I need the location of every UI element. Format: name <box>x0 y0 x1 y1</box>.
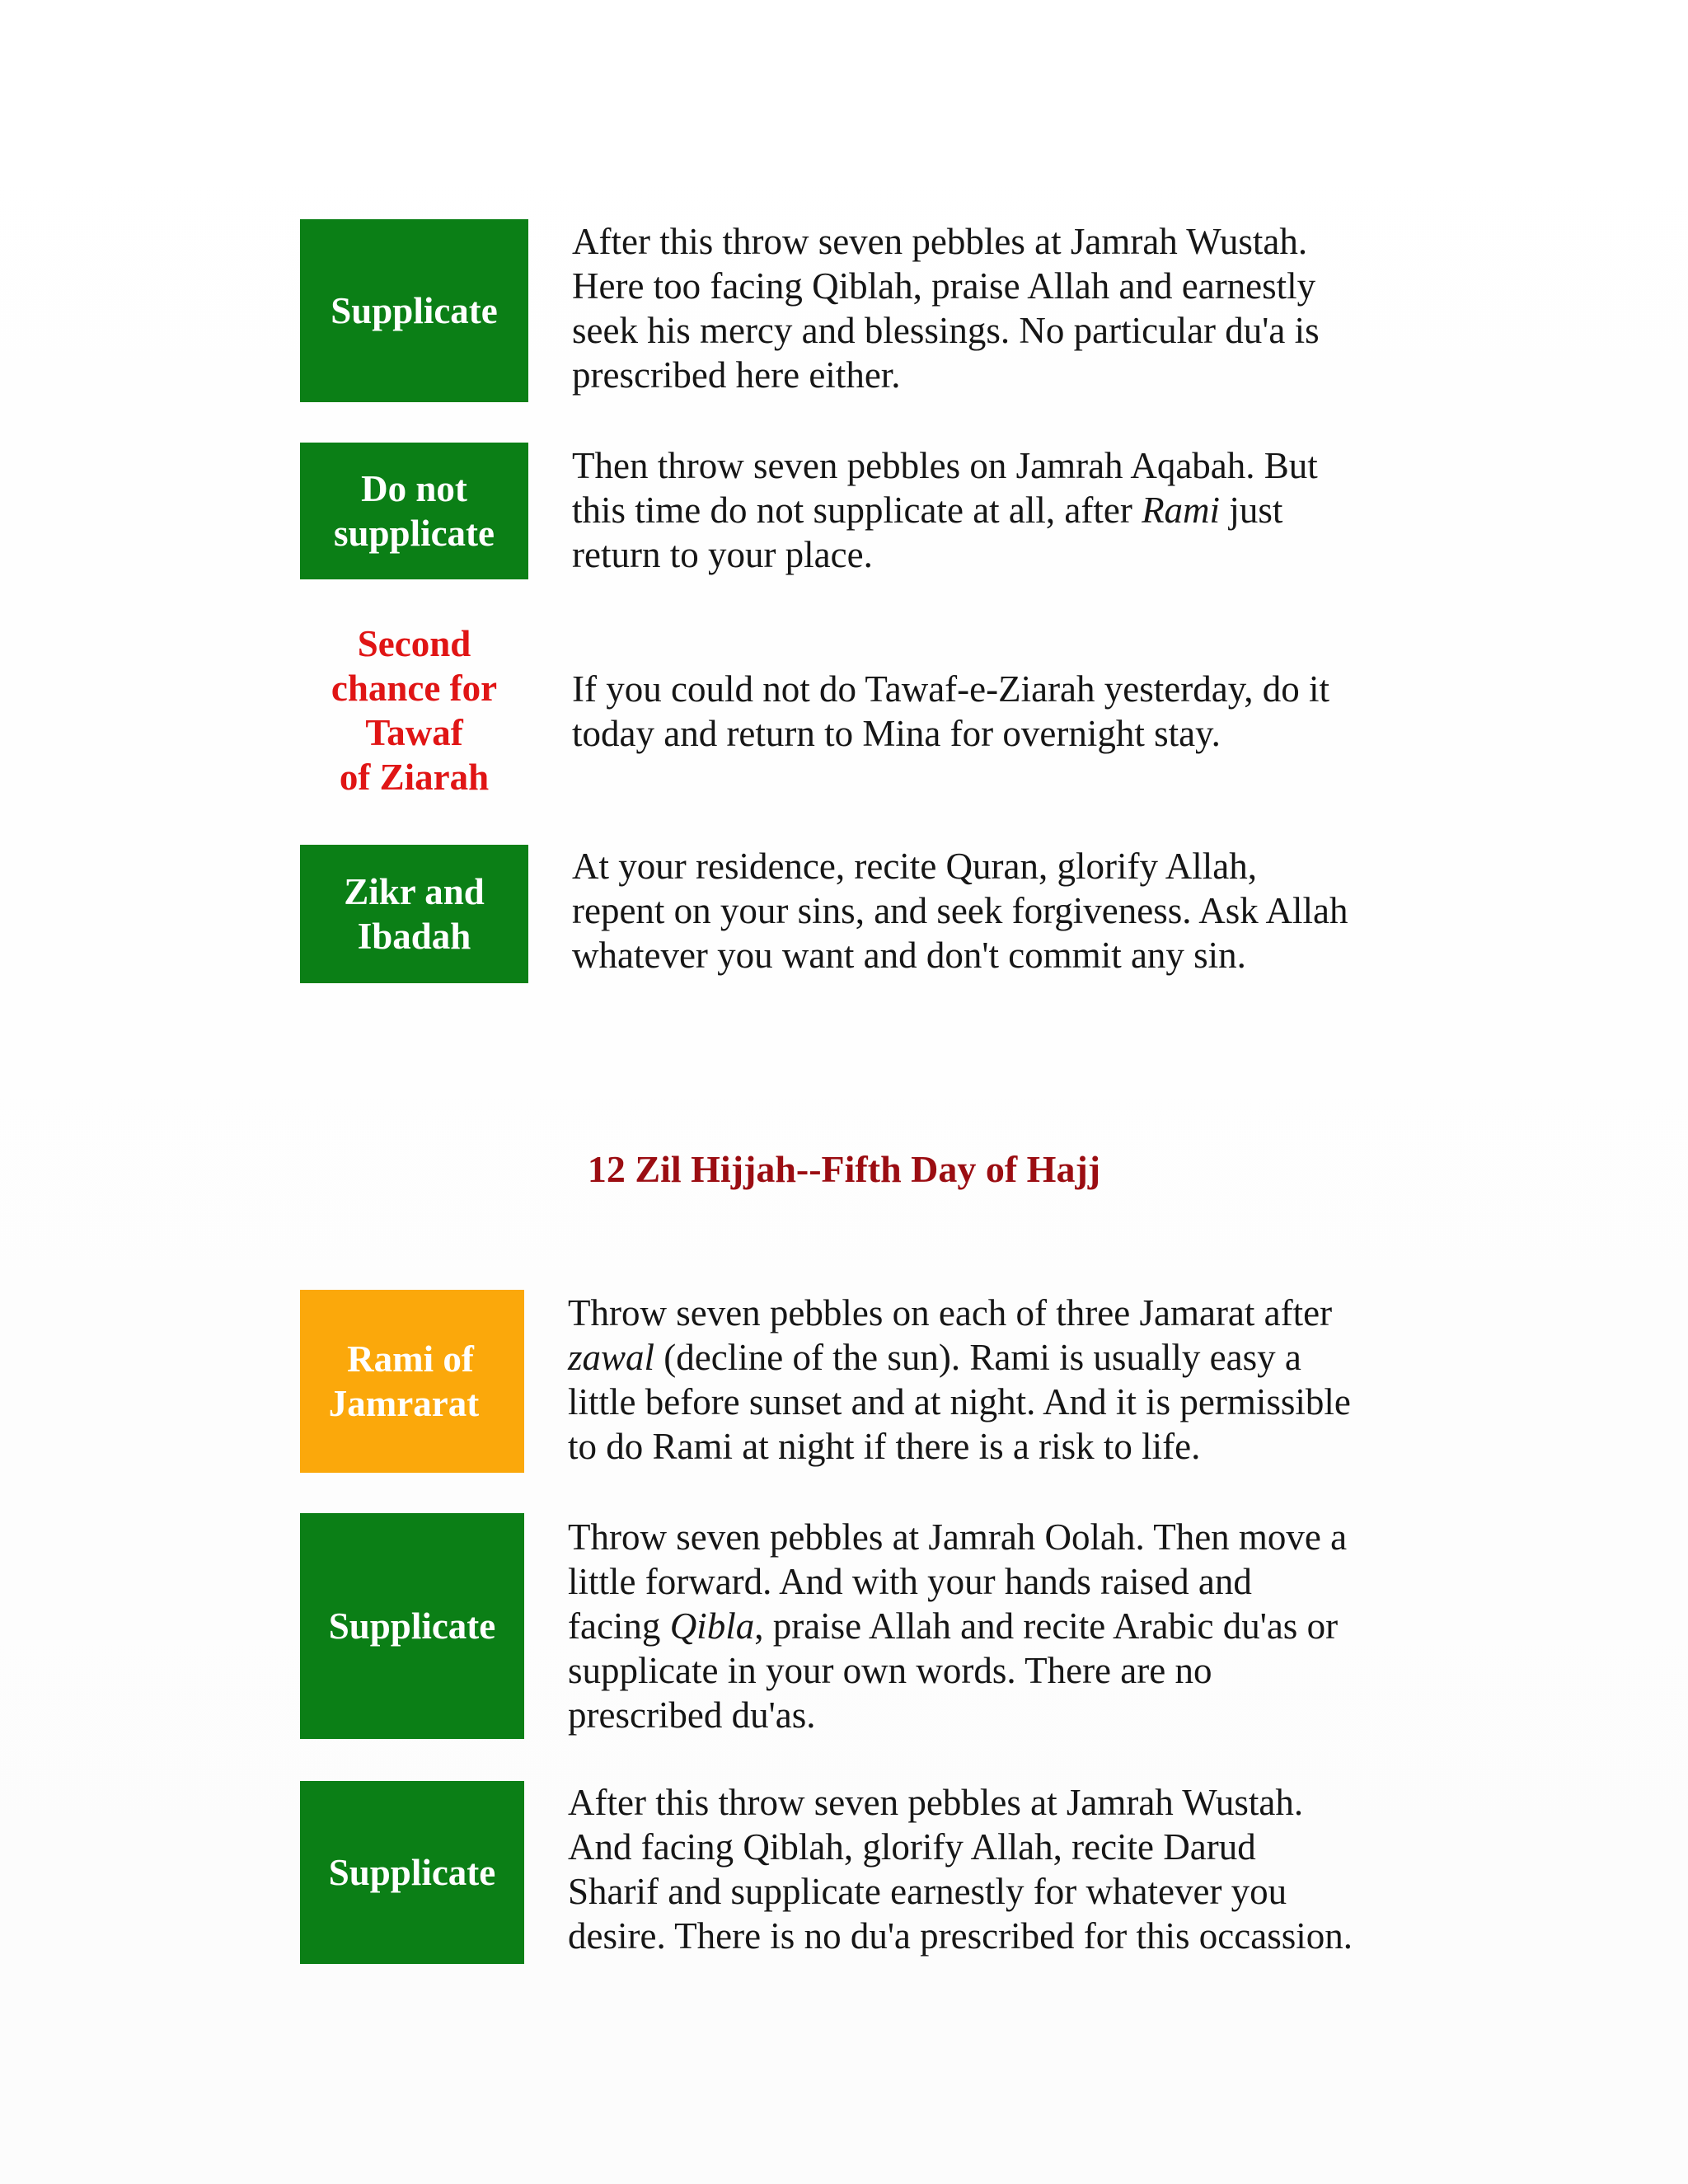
label-box-supplicate-2 <box>300 1513 524 1739</box>
description-second-chance-tawaf <box>572 667 1329 756</box>
desc-line: this time do not supplicate at all, after Rami just <box>572 490 1283 531</box>
description-do-not-supplicate <box>572 443 1318 577</box>
label-line: Second <box>357 623 471 664</box>
desc-line: whatever you want and don't commit any sin. <box>572 935 1246 976</box>
desc-line: facing Qibla, praise Allah and recite Arabic du'as or <box>568 1605 1339 1647</box>
italic-term: Rami <box>1142 490 1221 531</box>
description-supplicate-3 <box>568 1780 1353 1958</box>
label-line: Jamrarat <box>328 1383 480 1424</box>
desc-line: After this throw seven pebbles at Jamrah Wustah. <box>568 1782 1304 1823</box>
desc-line: supplicate in your own words. There are no <box>568 1650 1212 1691</box>
label-line: chance for <box>331 668 498 709</box>
desc-line: today and return to Mina for overnight stay. <box>572 713 1221 754</box>
desc-line: At your residence, recite Quran, glorify Allah, <box>572 846 1257 887</box>
label-box-zikr-ibadah <box>300 845 528 983</box>
italic-term: Qibla <box>669 1605 755 1647</box>
desc-line: little before sunset and at night. And it is permissible <box>568 1381 1351 1422</box>
label-box-supplicate-1 <box>300 219 528 402</box>
desc-line: And facing Qiblah, glorify Allah, recite Darud <box>568 1826 1256 1868</box>
desc-line: Throw seven pebbles at Jamrah Oolah. Then move a <box>568 1516 1348 1558</box>
label-line: Ibadah <box>357 916 471 957</box>
label-second-chance-tawaf <box>300 620 528 801</box>
label-line: Rami of <box>347 1338 474 1380</box>
desc-line: to do Rami at night if there is a risk to life. <box>568 1426 1201 1467</box>
desc-line: prescribed du'as. <box>568 1694 816 1736</box>
label-line: of Ziarah <box>339 757 490 798</box>
desc-line: After this throw seven pebbles at Jamrah Wustah. <box>572 221 1308 262</box>
description-supplicate-1 <box>572 219 1320 397</box>
desc-line: Then throw seven pebbles on Jamrah Aqabah. But <box>572 445 1318 486</box>
desc-line: return to your place. <box>572 534 873 575</box>
desc-line: Throw seven pebbles on each of three Jamarat after <box>568 1292 1333 1333</box>
label-line: Zikr and <box>344 871 485 912</box>
desc-line: seek his mercy and blessings. No particular du'a is <box>572 310 1320 351</box>
label-box-do-not-supplicate <box>300 443 528 579</box>
desc-line: prescribed here either. <box>572 354 901 396</box>
label-line: Do not <box>361 468 467 509</box>
description-rami-of-jamrarat <box>568 1291 1351 1469</box>
italic-term: zawal <box>568 1337 655 1378</box>
label-text: Supplicate <box>328 1605 496 1647</box>
desc-line: little forward. And with your hands raised and <box>568 1561 1252 1602</box>
desc-line: zawal (decline of the sun). Rami is usually easy a <box>568 1337 1301 1378</box>
description-supplicate-2 <box>568 1515 1347 1737</box>
label-line: Tawaf <box>365 712 463 753</box>
desc-line: repent on your sins, and seek forgiveness. Ask Allah <box>572 890 1348 931</box>
label-line: supplicate <box>333 513 495 554</box>
desc-line: Sharif and supplicate earnestly for whatever you <box>568 1871 1287 1912</box>
label-box-rami-of-jamrarat <box>300 1290 524 1473</box>
section-title: 12 Zil Hijjah--Fifth Day of Hajj <box>587 1148 1101 1190</box>
label-text: Supplicate <box>331 290 498 331</box>
desc-line: If you could not do Tawaf-e-Ziarah yesterday, do it <box>572 668 1330 710</box>
desc-line: Here too facing Qiblah, praise Allah and earnestly <box>572 265 1316 307</box>
description-zikr-ibadah <box>572 844 1348 977</box>
desc-line: desire. There is no du'a prescribed for this occassion. <box>568 1915 1353 1957</box>
label-text: Supplicate <box>328 1852 496 1893</box>
label-box-supplicate-3 <box>300 1781 524 1964</box>
